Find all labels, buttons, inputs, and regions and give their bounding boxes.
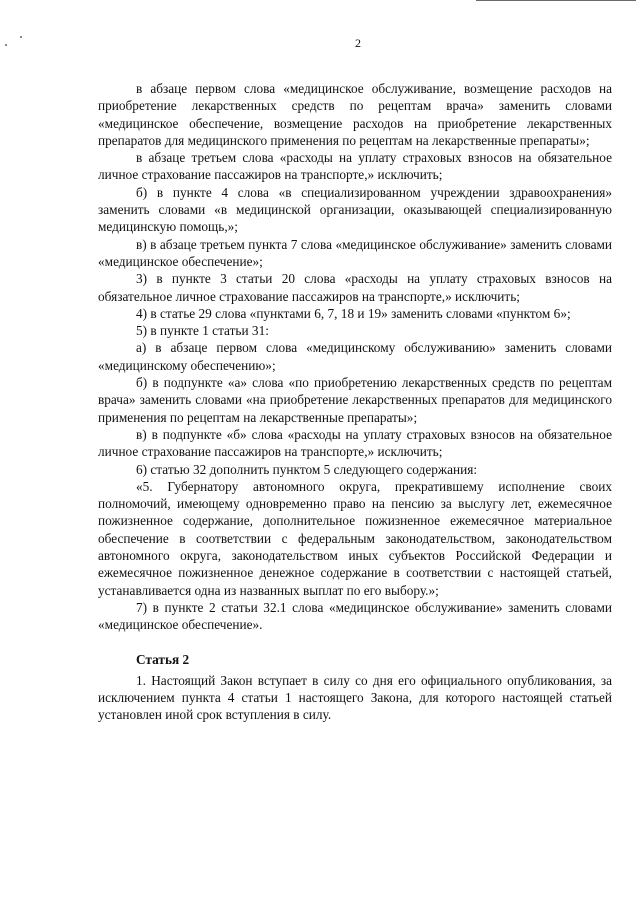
spacer bbox=[98, 634, 612, 651]
article-paragraph: 1. Настоящий Закон вступает в силу со дня его официального опубликования, за исключением пункта 4 статьи 1 настоящего Закона, для которого настоящей статьей установлен иной срок вступления в силу. bbox=[98, 672, 612, 723]
paragraph: б) в пункте 4 слова «в специализированном учреждении здравоохранения» заменить словами «в медицинской организации, оказывающей специализированную медицинскую помощь,»; bbox=[98, 184, 612, 235]
document-body bbox=[98, 80, 612, 724]
paragraph: в) в абзаце третьем пункта 7 слова «медицинское обслуживание» заменить словами «медицинское обеспечение»; bbox=[98, 236, 612, 269]
paragraph: 3) в пункте 3 статьи 20 слова «расходы на уплату страховых взносов на обязательное личное страхование пассажиров на транспорте,» исключить; bbox=[98, 271, 612, 304]
article-heading: Статья 2 bbox=[136, 651, 190, 667]
paragraph: в) в подпункте «б» слова «расходы на уплату страховых взносов на обязательное личное страхование пассажиров на транспорте,» исключить; bbox=[98, 426, 612, 460]
page-number: 2 bbox=[355, 36, 361, 50]
paragraph: 6) статью 32 дополнить пунктом 5 следующего содержания: bbox=[136, 461, 478, 477]
paragraph: 4) в статье 29 слова «пунктами 6, 7, 18 и 19» заменить словами «пунктом 6»; bbox=[136, 305, 571, 321]
paragraph: б) в подпункте «а» слова «по приобретению лекарственных средств по рецептам врача» заменить словами «на приобретение лекарственных препаратов для медицинского применения по рецептам на лекарственные препараты»; bbox=[98, 375, 612, 425]
paragraph: 7) в пункте 2 статьи 32.1 слова «медицинское обслуживание» заменить словами «медицинское обеспечение». bbox=[98, 599, 612, 633]
quoted-paragraph: «5. Губернатору автономного округа, прекратившему исполнение своих полномочий, имеющему одновременно право на пенсию за выслугу лет, ежемесячное пожизненное содержание, дополнительное пожизненное ежемесячное материальное обеспечение в соответствии с федеральным законодательством, законодательством автономного округа, законодательством иных субъектов Российской Федерации и ежемесячное пожизненное денежное содержание в соответствии с настоящей статьей, устанавливается одна из названных выплат по его выбору.»; bbox=[98, 478, 612, 598]
paragraph: в абзаце первом слова «медицинское обслуживание, возмещение расходов на приобретение лекарственных средств по рецептам врача» заменить словами «медицинское обеспечение, возмещение расходов на приобретение лекарственных препаратов для медицинского применения по рецептам на лекарственные препараты»; bbox=[98, 81, 612, 148]
top-edge-line bbox=[476, 0, 636, 1]
paragraph: а) в абзаце первом слова «медицинскому обслуживанию» заменить словами «медицинскому обеспечению»; bbox=[98, 340, 612, 373]
paragraph: в абзаце третьем слова «расходы на уплату страховых взносов на обязательное личное страхование пассажиров на транспорте,» исключить; bbox=[98, 150, 612, 183]
paragraph: 5) в пункте 1 статьи 31: bbox=[136, 323, 269, 339]
